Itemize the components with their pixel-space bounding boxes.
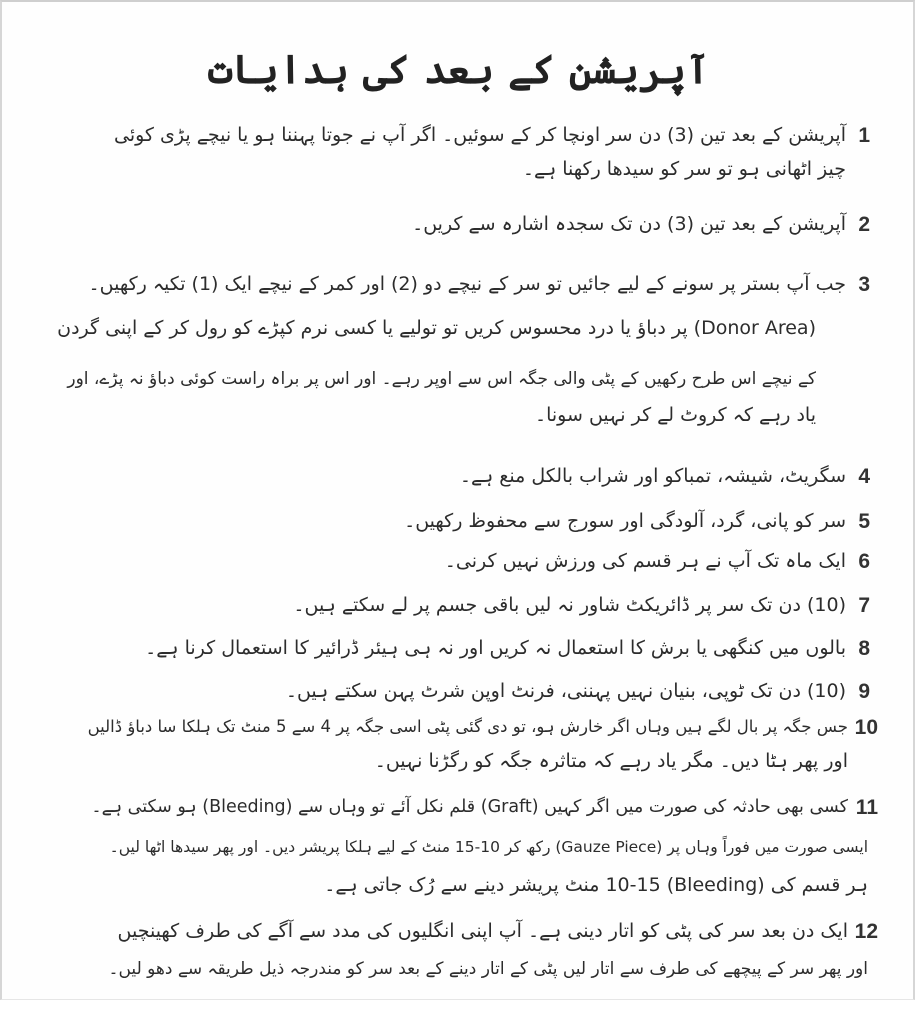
item-line: بالوں میں کنگھی یا برش کا استعمال نہ کریں اور نہ ہی ہیئر ڈرائیر کا استعمال کرنا ہے۔ (145, 637, 846, 659)
item-number: 4 (858, 465, 870, 488)
instruction-item-8 (145, 631, 846, 665)
item-line: جب آپ بستر پر سونے کے لیے جائیں تو سر کے نیچے دو (2) اور کمر کے نیچے ایک (1) تکیہ رکھیں۔ (88, 273, 846, 295)
instruction-item-3 (89, 267, 847, 301)
item-line: یاد رہے کہ کروٹ لے کر نہیں سونا۔ (534, 404, 816, 426)
item-line: (10) دن تک سر پر ڈائریکٹ شاور نہ لیں باقی جسم پر لے سکتے ہیں۔ (293, 594, 846, 616)
item-line: اور پھر ہٹا دیں۔ مگر یاد رہے کہ متاثرہ جگہ کو رگڑنا نہیں۔ (374, 750, 848, 772)
instruction-item-7 (293, 588, 846, 622)
item-line: ایک ماہ تک آپ نے ہر قسم کی ورزش نہیں کرنی۔ (444, 550, 846, 572)
item-line: چیز اٹھانی ہو تو سر کو سیدھا رکھنا ہے۔ (522, 158, 846, 180)
instruction-item-6 (445, 544, 846, 578)
item-number: 9 (858, 680, 870, 703)
item-line: آپریشن کے بعد تین (3) دن تک سجدہ اشارہ سے کریں۔ (412, 213, 846, 235)
item-line: جس جگہ پر بال لگے ہیں وہاں اگر خارش ہو، تو دی گئی پٹی اسی جگہ پر 4 سے 5 منٹ تک ہلکا سا دباؤ ڈالیں (87, 717, 848, 736)
item-line: آپریشن کے بعد تین (3) دن سر اونچا کر کے سوئیں۔ اگر آپ نے جوتا پہننا ہو یا نیچے پڑی کوئی (113, 124, 846, 146)
item-number: 6 (858, 550, 870, 573)
item-line: کسی بھی حادثہ کی صورت میں اگر کہیں (Graft) قلم نکل آئے تو وہاں سے (Bleeding) ہو سکتی ہے۔ (91, 797, 848, 817)
instruction-item-9 (286, 674, 846, 708)
instruction-item-12 (118, 914, 849, 948)
item-line: اور پھر سر کے پیچھے کی طرف سے اتار لیں پٹی کے اتار دینے کے بعد سر کو مندرجہ ذیل طریقہ سے دھو لیں۔ (108, 959, 868, 979)
item-number: 11 (855, 796, 878, 819)
instruction-item-5 (404, 504, 846, 538)
item-line: کے نیچے اس طرح رکھیں کے پٹی والی جگہ اس سے اوپر رہے۔ اور اس پر براہ راست کوئی دباؤ نہ پڑے، اور (67, 369, 816, 389)
item-number: 10 (854, 716, 878, 739)
item-line: ایک دن بعد سر کی پٹی کو اتار دینی ہے۔ آپ اپنی انگلیوں کی مدد سے آگے کی طرف کھینچیں (117, 920, 848, 942)
item-number: 8 (858, 637, 870, 660)
item-number: 1 (858, 124, 870, 147)
instruction-item-4 (460, 459, 846, 493)
item-line: (10) دن تک ٹوپی، بنیان نہیں پہننی، فرنٹ اوپن شرٹ پہن سکتے ہیں۔ (285, 680, 846, 702)
item-line: ایسی صورت میں فوراً وہاں پر (Gauze Piece) رکھ کر 10-15 منٹ کے لیے ہلکا پریشر دیں۔ اور پھر سیدھا اٹھا لیں۔ (109, 838, 868, 856)
instruction-item-1 (114, 118, 846, 186)
item-line: سگریٹ، شیشہ، تمباکو اور شراب بالکل منع ہے۔ (459, 465, 846, 487)
item-number: 7 (858, 594, 870, 617)
item-line: ہر قسم کی (Bleeding) 10-15 منٹ پریشر دینے سے رُک جاتی ہے۔ (324, 874, 868, 896)
item-number: 12 (854, 920, 878, 943)
page-title: آپریشن کے بعد کی ہدایات (208, 46, 710, 93)
item-line: (Donor Area) پر دباؤ یا درد محسوس کریں تو تولیے یا کسی نرم کپڑے کو رول کر کے اپنی گردن (57, 317, 816, 339)
item-number: 3 (858, 273, 870, 296)
item-number: 5 (858, 510, 870, 533)
instruction-item-2 (412, 207, 846, 241)
item-number: 2 (858, 213, 870, 236)
item-line: سر کو پانی، گرد، آلودگی اور سورج سے محفوظ رکھیں۔ (404, 510, 846, 532)
instruction-item-11 (91, 790, 848, 824)
instruction-item-10 (88, 710, 848, 778)
